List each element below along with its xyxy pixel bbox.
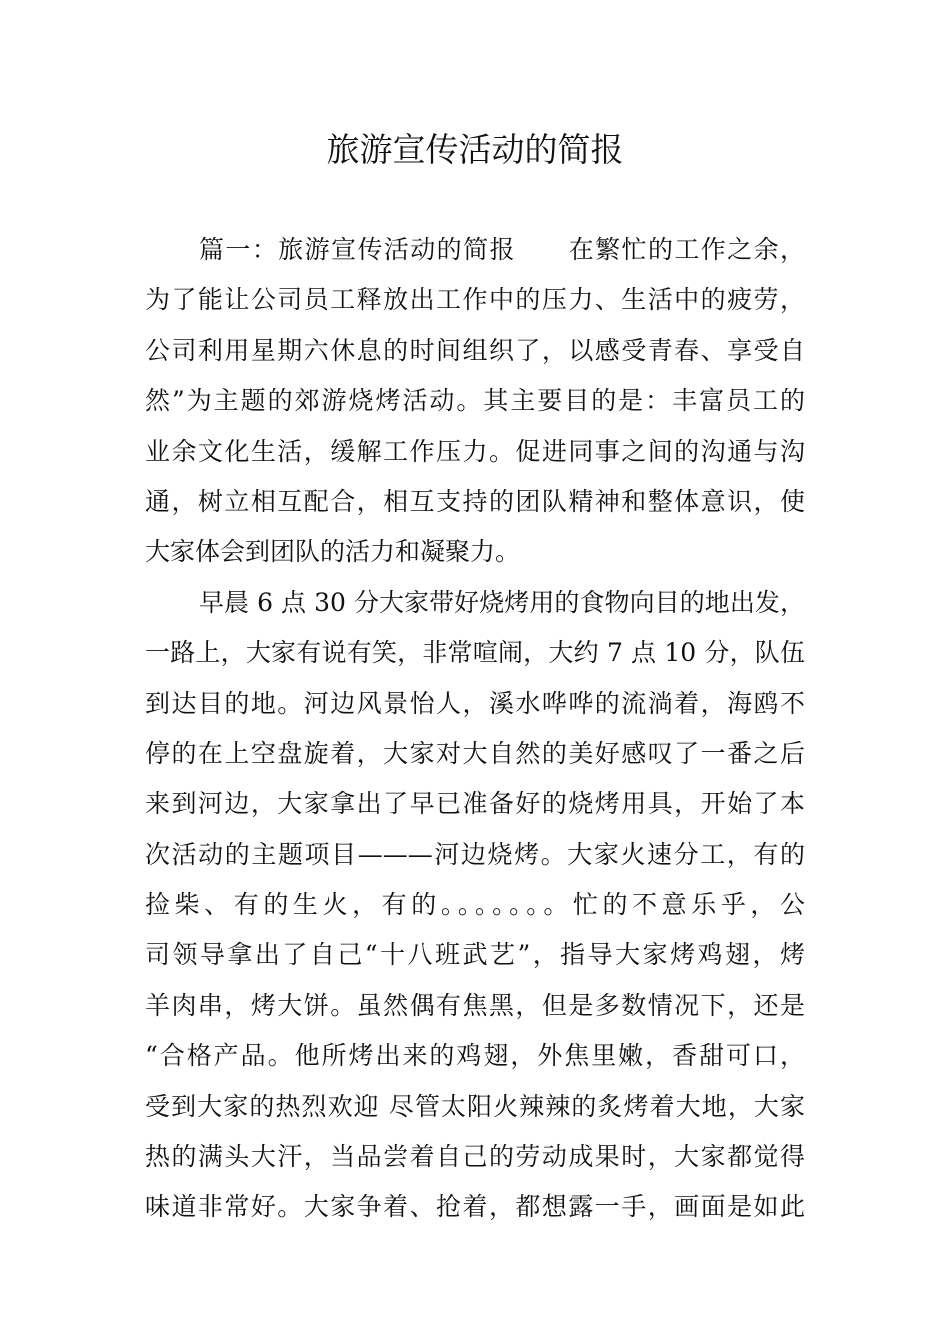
paragraph-line: 为了能让公司员工释放出工作中的压力、生活中的疲劳，: [145, 285, 805, 315]
paragraph-line: 停的在上空盘旋着，大家对大自然的美好感叹了一番之后: [145, 738, 805, 768]
paragraph-line: 受到大家的热烈欢迎 尽管太阳火辣辣的炙烤着大地，大家: [145, 1091, 805, 1121]
paragraph-line: 来到河边，大家拿出了早已准备好的烧烤用具，开始了本: [145, 789, 805, 819]
paragraph-line: 到达目的地。河边风景怡人，溪水哗哗的流淌着，海鸥不: [145, 688, 805, 718]
paragraph-line: 热的满头大汗，当品尝着自己的劳动成果时，大家都觉得: [145, 1142, 805, 1172]
paragraph-line: 篇一：旅游宣传活动的简报 在繁忙的工作之余，: [199, 235, 805, 264]
paragraph-line: 味道非常好。大家争着、抢着，都想露一手，画面是如此: [145, 1192, 805, 1222]
paragraph-line: “合格产品。他所烤出来的鸡翅，外焦里嫩，香甜可口，: [145, 1041, 805, 1071]
document-body: [145, 225, 805, 1233]
paragraph-line: 捡柴、有的生火，有的。。。。。。。忙的不意乐乎，公: [145, 890, 805, 920]
paragraph-line: 司领导拿出了自己“十八班武艺”，指导大家烤鸡翅，烤: [145, 940, 805, 970]
paragraph-line: 然”为主题的郊游烧烤活动。其主要目的是：丰富员工的: [145, 386, 805, 416]
paragraph-line: 业余文化生活，缓解工作压力。促进同事之间的沟通与沟: [145, 436, 805, 466]
paragraph-line: 早晨 6 点 30 分大家带好烧烤用的食物向目的地出发，: [199, 587, 805, 617]
paragraph-1: [145, 225, 805, 578]
paragraph-line: 羊肉串，烤大饼。虽然偶有焦黑，但是多数情况下，还是: [145, 990, 805, 1020]
document-title: 旅游宣传活动的简报: [326, 130, 624, 169]
paragraph-line: 通，树立相互配合，相互支持的团队精神和整体意识，使: [145, 486, 805, 516]
paragraph-line: 公司利用星期六休息的时间组织了，以感受青春、享受自: [145, 335, 805, 365]
paragraph-line: 一路上，大家有说有笑，非常喧闹，大约 7 点 10 分，队伍: [145, 638, 805, 668]
paragraph-line: 次活动的主题项目———河边烧烤。大家火速分工，有的: [145, 839, 805, 869]
paragraph-2: [145, 578, 805, 1233]
paragraph-line: 大家体会到团队的活力和凝聚力。: [145, 537, 521, 567]
